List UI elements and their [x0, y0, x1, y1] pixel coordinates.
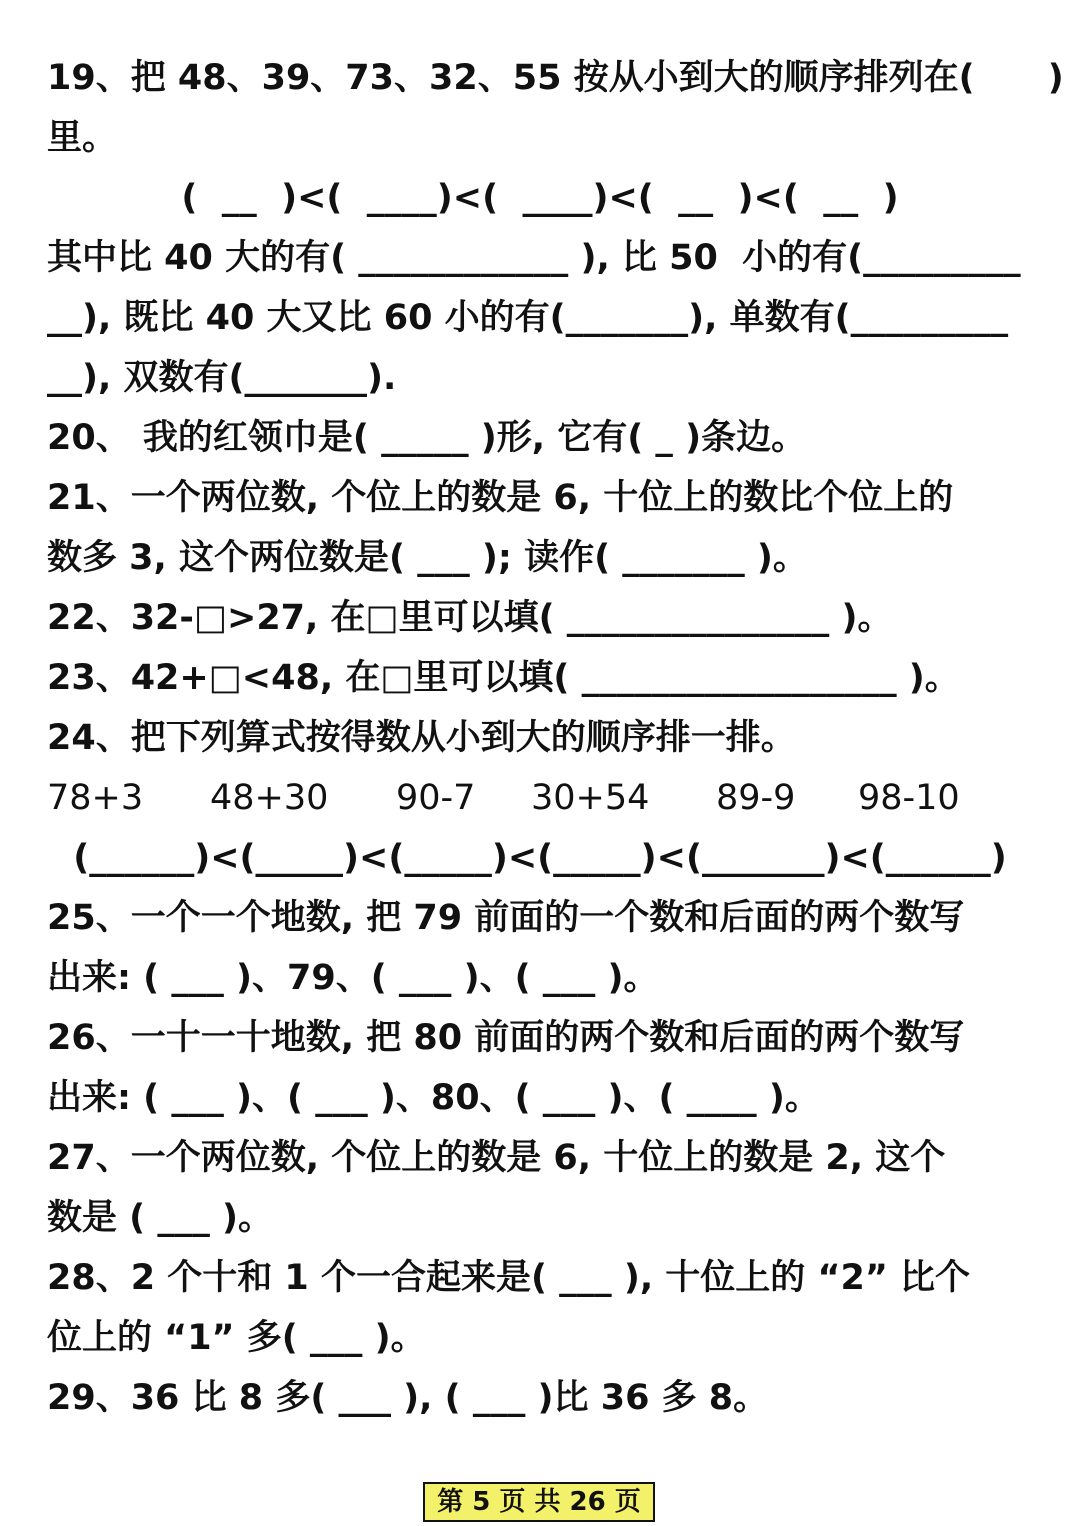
q25-line-2: 出来: ( ___ )、79、( ___ )、( ___ )。: [47, 958, 659, 998]
expression: 78+3: [47, 778, 144, 818]
q24-order-blanks: (______)<(_____)<(_____)<(_____)<(_______)<(______): [73, 838, 1007, 878]
q19-line-5: __), 双数有(_______).: [47, 358, 397, 398]
expression: 30+54: [531, 778, 650, 818]
q28-line-2: 位上的 “1” 多( ___ )。: [47, 1318, 426, 1358]
q24-line: 24、把下列算式按得数从小到大的顺序排一排。: [47, 718, 796, 758]
q20-line: 20、 我的红领巾是( _____ )形, 它有( _ )条边。: [47, 418, 807, 458]
q27-line-1: 27、一个两位数, 个位上的数是 6, 十位上的数是 2, 这个: [47, 1138, 946, 1178]
q24-expressions: [47, 768, 1037, 828]
page-number-footer: 第 5 页 共 26 页: [423, 1482, 655, 1522]
q22-line: 22、32-□>27, 在□里可以填( _______________ )。: [47, 598, 893, 638]
q28-line-1: 28、2 个十和 1 个一合起来是( ___ ), 十位上的 “2” 比个: [47, 1258, 971, 1298]
expression: 89-9: [716, 778, 796, 818]
q19-order-blanks: ( __ )<( ____)<( ____)<( __ )<( __ ): [181, 178, 899, 218]
q26-line-2: 出来: ( ___ )、( ___ )、80、( ___ )、( ____ )。: [47, 1078, 820, 1118]
q27-line-2: 数是 ( ___ )。: [47, 1198, 274, 1238]
expression: 98-10: [858, 778, 960, 818]
q23-line: 23、42+□<48, 在□里可以填( __________________ )。: [47, 658, 960, 698]
q19-line-3: 其中比 40 大的有( ____________ ), 比 50 小的有(_________: [47, 238, 1021, 278]
q29-line: 29、36 比 8 多( ___ ), ( ___ )比 36 多 8。: [47, 1378, 769, 1418]
q19-line-2: 里。: [47, 118, 118, 158]
q19-line-1: 19、把 48、39、73、32、55 按从小到大的顺序排列在( ): [47, 58, 1064, 98]
q21-line-1: 21、一个两位数, 个位上的数是 6, 十位上的数比个位上的: [47, 478, 954, 518]
q25-line-1: 25、一个一个地数, 把 79 前面的一个数和后面的两个数写: [47, 898, 965, 938]
expression: 48+30: [210, 778, 329, 818]
q19-line-4: __), 既比 40 大又比 60 小的有(_______), 单数有(_________: [47, 298, 1009, 338]
q21-line-2: 数多 3, 这个两位数是( ___ ); 读作( _______ )。: [47, 538, 808, 578]
q26-line-1: 26、一十一十地数, 把 80 前面的两个数和后面的两个数写: [47, 1018, 965, 1058]
expression: 90-7: [396, 778, 476, 818]
